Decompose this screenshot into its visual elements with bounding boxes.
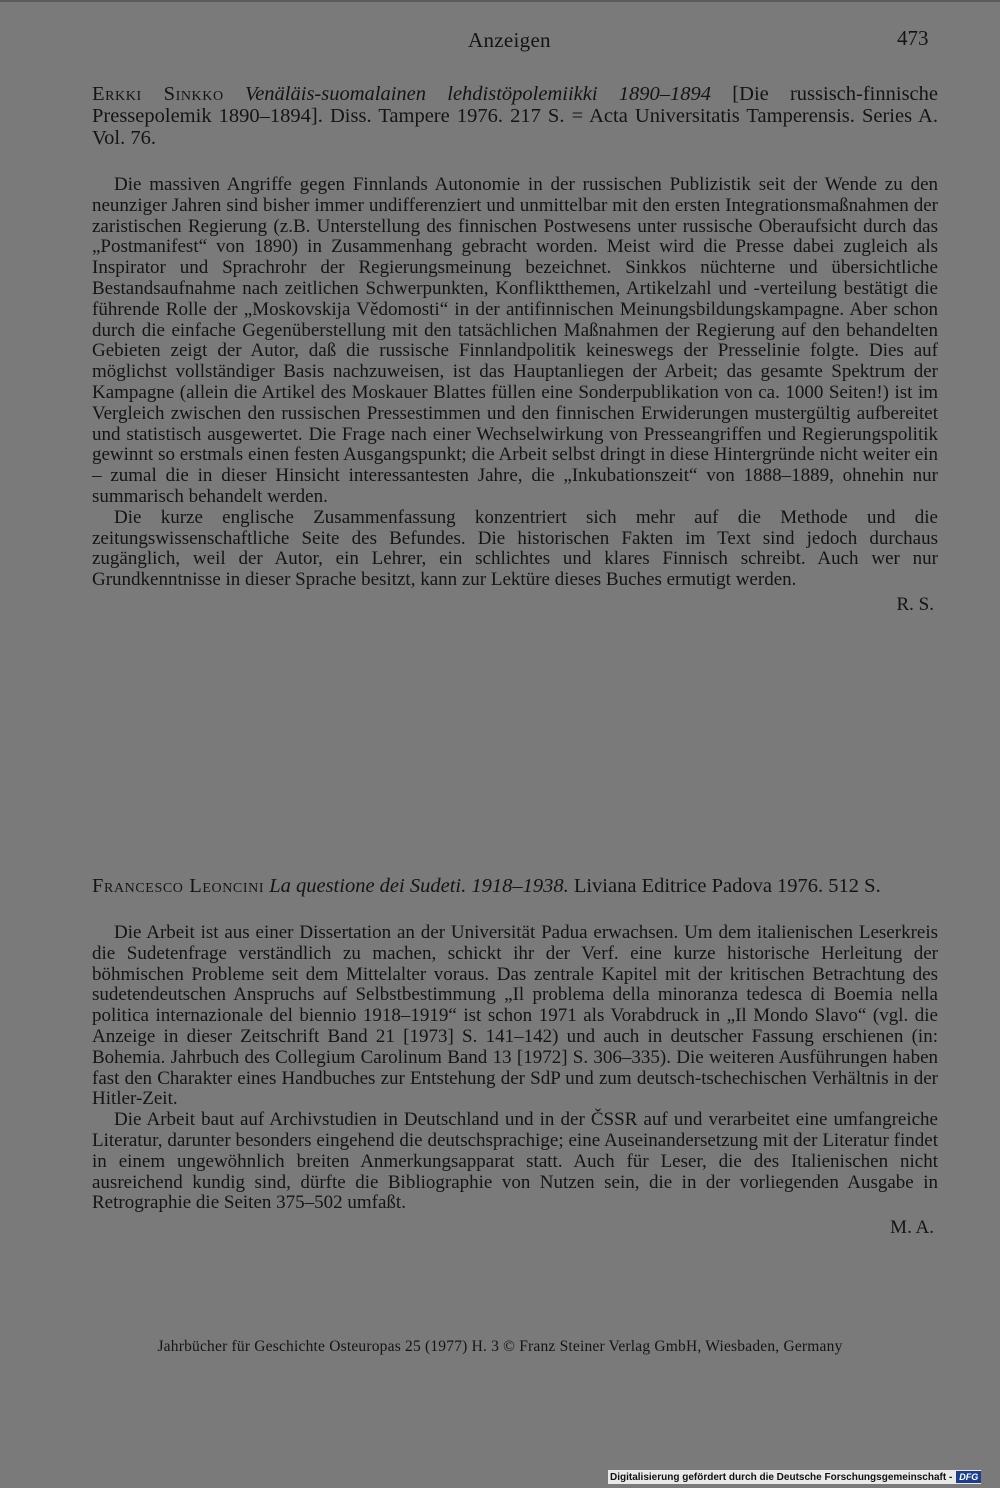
publication-details: Liviana Editrice Padova 1976. 512 S.	[568, 875, 881, 897]
review-paragraph: Die Arbeit ist aus einer Dissertation an der Universität Padua erwachsen. Um dem italienischen Leserkreis die Sudetenfrage verständlich zu machen, schickt ihr der Verf. eine kurze historische Herleitung der böhmischen Probleme seit dem Mittelalter voraus. Das zentrale Kapitel mit der kritischen Betrachtung des sudetendeutschen Anspruchs auf Selbstbestimmung „Il problema della minoranza tedesca di Boemia nella politica internazionale del biennio 1918–1919“ ist schon 1971 als Vorabdruck in „Il Mondo Slavo“ (vgl. die Anzeige in dieser Zeitschrift Band 21 [1973] S. 141–142) und auch in deutscher Fassung erschienen (in: Bohemia. Jahrbuch des Collegium Carolinum Band 13 [1972] S. 306–335). Die weiteren Ausführungen haben fast den Charakter eines Handbuches zur Entstehung der SdP und zum deutsch-tschechischen Verhältnis in der Hitler-Zeit.	[92, 922, 938, 1110]
digitization-credit	[608, 1470, 981, 1484]
scan-top-edge	[0, 0, 1000, 2]
bibliographic-reference	[92, 875, 938, 897]
review-sinkko	[92, 83, 938, 616]
review-author: Erkki Sinkko	[92, 83, 224, 105]
review-paragraph: Die massiven Angriffe gegen Finnlands Autonomie in der russischen Publizistik seit der Wende zu den neunziger Jahren sind bisher immer undifferenziert und unmittelbar mit den ersten Integrationsmaßnahmen der zaristischen Regierung (z.B. Unterstellung des finnischen Postwesens unter russische Oberaufsicht durch das „Postmanifest“ von 1890) in Zusammenhang gebracht worden. Meist wird die Presse dabei zugleich als Inspirator und Sprachrohr der Regierungsmeinung bezeichnet. Sinkkos nüchterne und übersichtliche Bestandsaufnahme nach zeitlichen Schwerpunkten, Konfliktthemen, Artikelzahl und -verteilung bestätigt die führende Rolle der „Moskovskija Vědomosti“ in der antifinnischen Meinungsbildungskampagne. Aber schon durch die einfache Gegenüberstellung mit den tatsächlichen Maßnahmen der Regierung auf den behandelten Gebieten zeigt der Autor, daß die russische Finnlandpolitik keineswegs der Presselinie folgte. Dies auf möglichst vollständiger Basis nachzuweisen, ist das Hauptanliegen der Arbeit; das gesamte Spektrum der Kampagne (allein die Artikel des Moskauer Blattes füllen eine Sonderpublikation von ca. 1000 Seiten!) ist im Vergleich zwischen den russischen Pressestimmen und den finnischen Erwiderungen mustergültig aufbereitet und statistisch ausgewertet. Die Frage nach einer Wechselwirkung von Presseangriffen und Regierungspolitik gewinnt so erstmals einen festen Ausgangspunkt; die Arbeit selbst dringt in diese Hintergründe nicht weiter ein – zumal die in dieser Hinsicht interessantesten Jahre, die „Inkubationszeit“ von 1888–1889, ohnehin nur summarisch behandelt werden.	[92, 174, 938, 507]
review-paragraph: Die Arbeit baut auf Archivstudien in Deutschland und in der ČSSR auf und verarbeitet eine umfangreiche Literatur, darunter besonders eingehend die deutschsprachige; eine Auseinandersetzung mit der Literatur findet in einem ungewöhnlich breiten Anmerkungsapparat statt. Auch für Leser, die des Italienischen nicht ausreichend kundig sind, dürfte die Bibliographie von Nutzen sein, die in der vorliegenden Ausgabe in Retrographie die Seiten 375–502 umfaßt.	[92, 1109, 938, 1214]
running-title: Anzeigen	[468, 28, 551, 52]
review-author: Francesco Leoncini	[92, 875, 265, 897]
page-number: 473	[897, 26, 929, 50]
publication-details: [Die russisch-finnische Pressepolemik 1890–1894]. Diss. Tampere 1976. 217 S. = Acta Universitatis Tamperensis. Series A. Vol. 76.	[92, 83, 939, 149]
dfg-logo: DFG	[956, 1471, 981, 1483]
review-paragraph: Die kurze englische Zusammenfassung konzentriert sich mehr auf die Methode und die zeitungswissenschaftliche Seite des Befundes. Die historischen Fakten im Text sind jedoch durchaus zugänglich, weil der Autor, ein Lehrer, ein schlichtes und klares Finnisch schreibt. Auch wer nur Grundkenntnisse in dieser Sprache besitzt, kann zur Lektüre dieses Buches ermutigt werden.	[92, 506, 938, 591]
journal-footer: Jahrbücher für Geschichte Osteuropas 25 (1977) H. 3 © Franz Steiner Verlag GmbH, Wiesbaden, Germany	[157, 1338, 843, 1355]
review-leoncini	[92, 875, 938, 1239]
bibliographic-reference	[92, 83, 938, 149]
running-head	[0, 26, 1000, 56]
book-title: La questione dei Sudeti. 1918–1938.	[269, 875, 569, 897]
credit-text: Digitalisierung gefördert durch die Deutsche Forschungsgemeinschaft -	[610, 1471, 953, 1483]
book-title: Venäläis-suomalainen lehdistöpolemiikki 1890–1894	[244, 83, 712, 105]
reviewer-signature: M. A.	[890, 1217, 934, 1239]
reviewer-signature: R. S.	[896, 593, 934, 615]
